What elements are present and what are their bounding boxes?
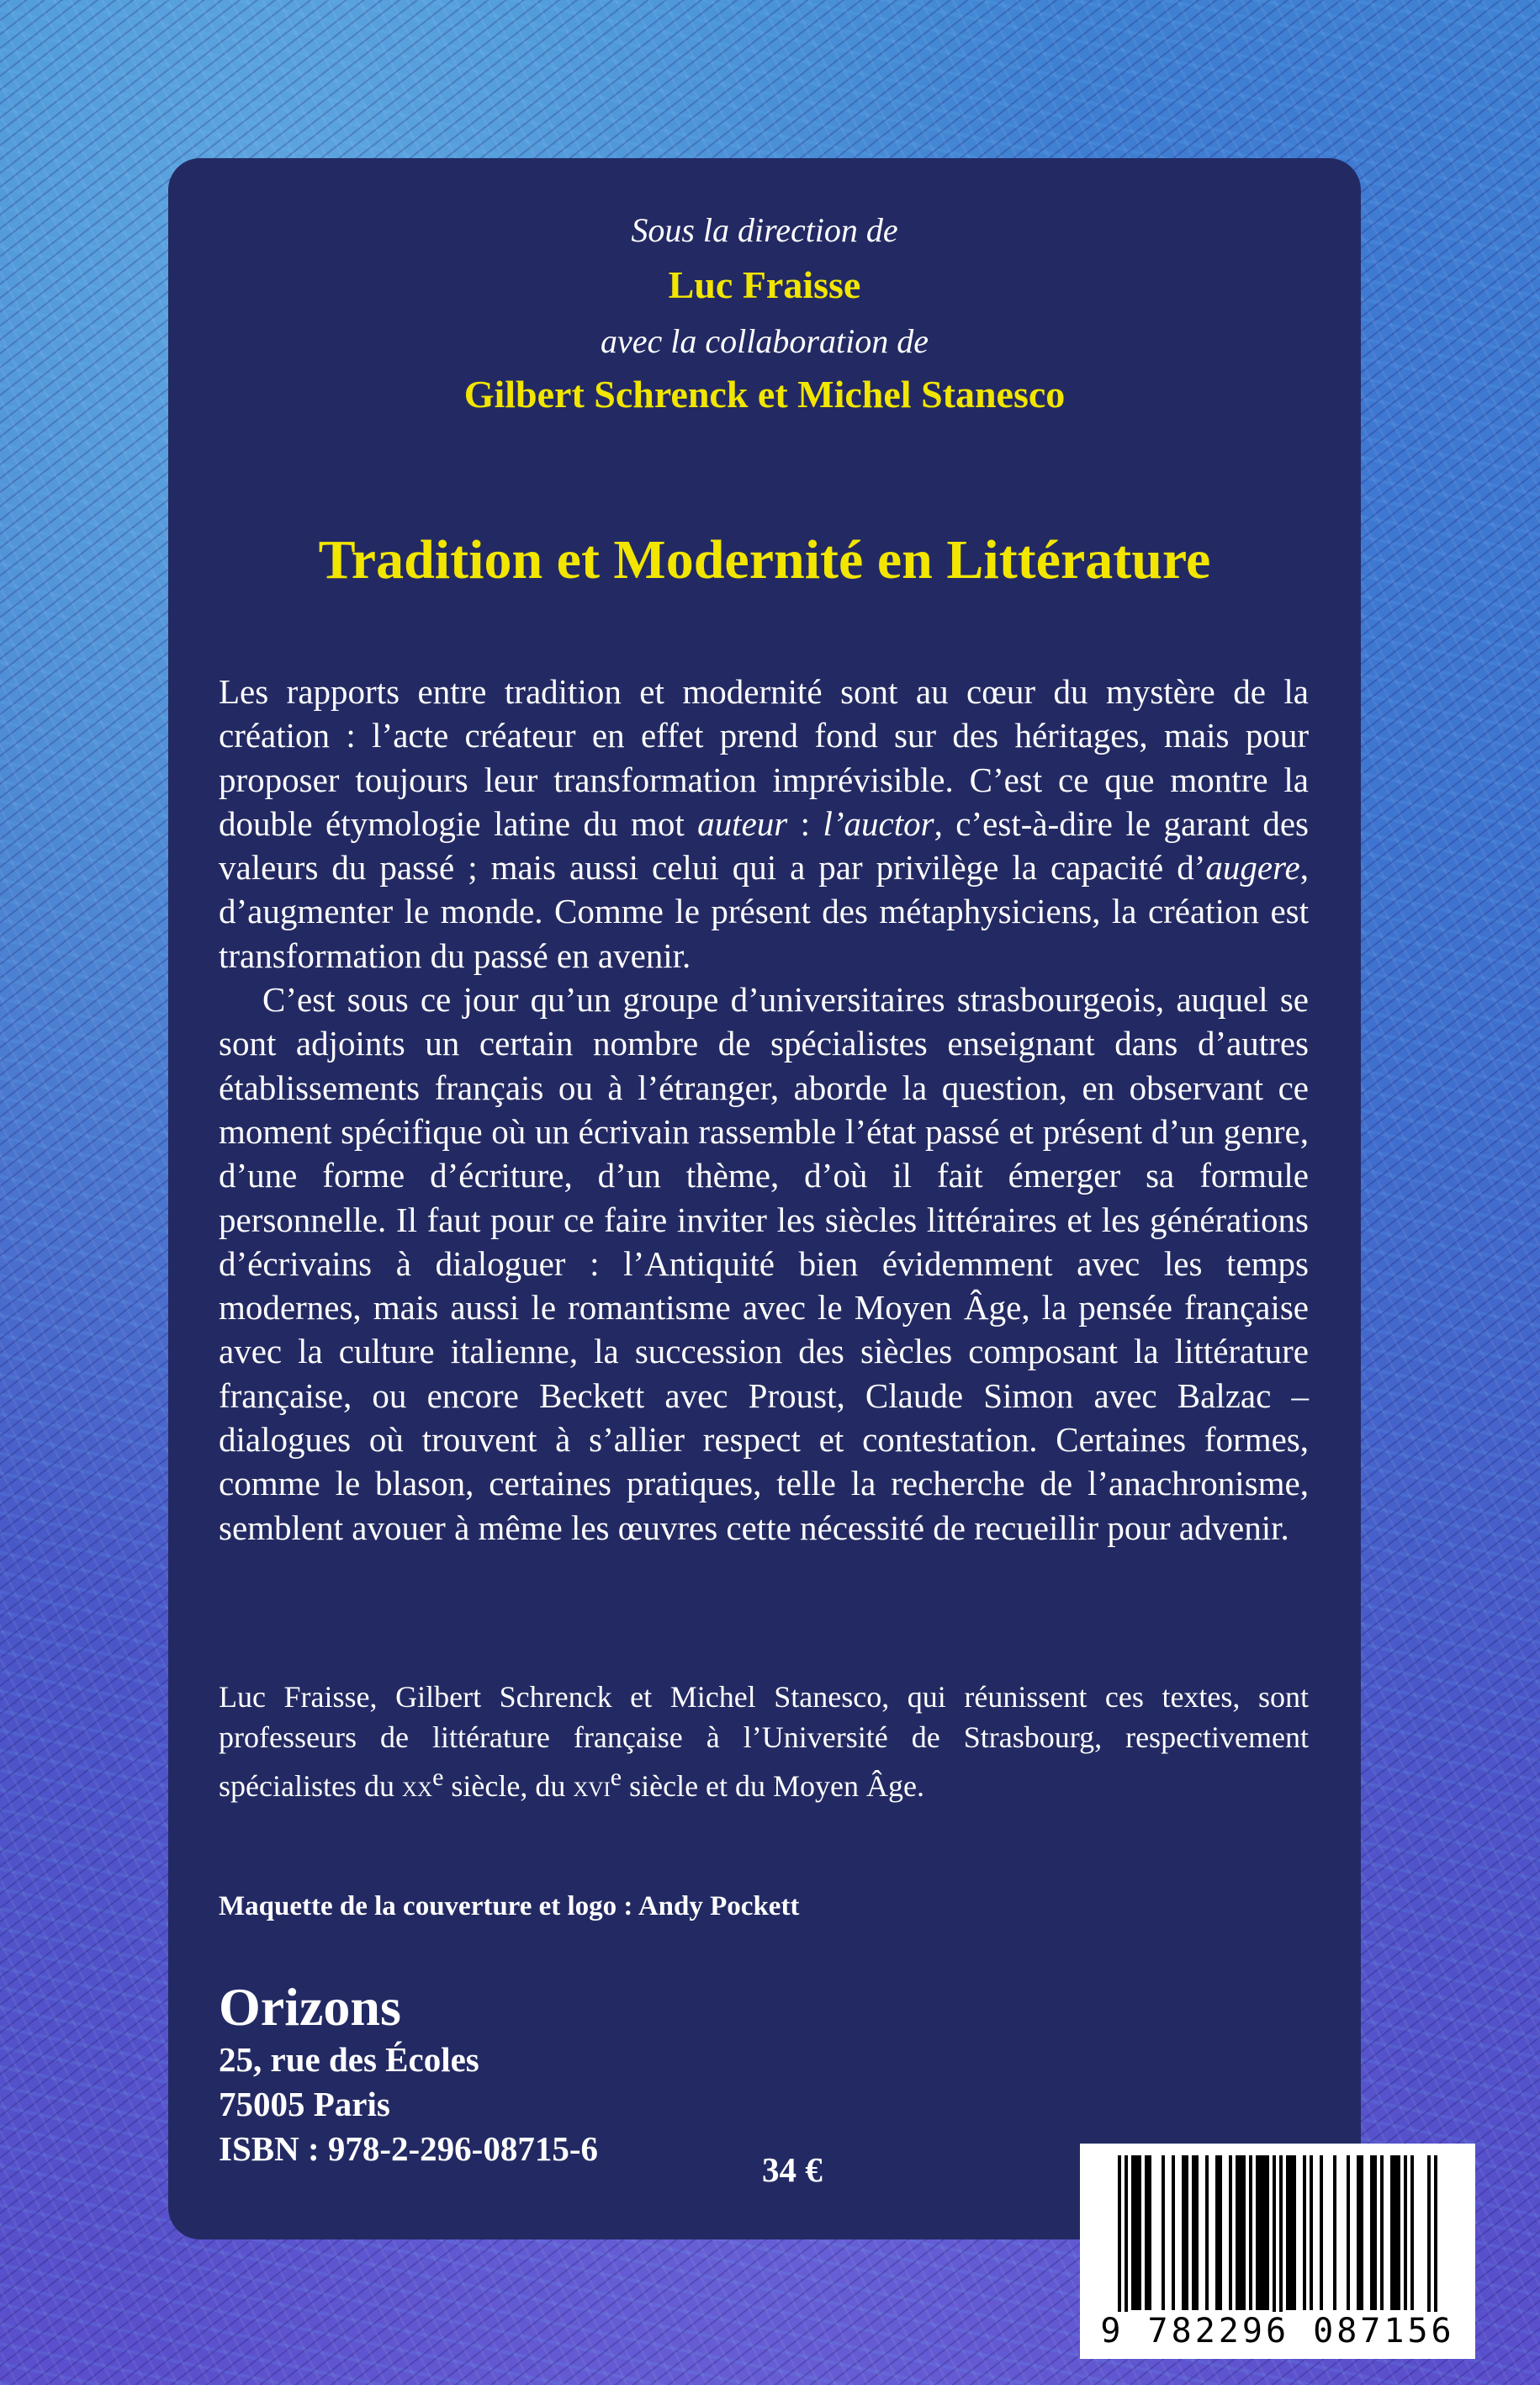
collaboration-intro: avec la collaboration de [601, 322, 929, 360]
barcode-bar [1249, 2155, 1252, 2310]
barcode-bar [1410, 2155, 1414, 2310]
barcode-bar [1380, 2155, 1384, 2310]
collaborator-names: Gilbert Schrenck et Michel Stanesco [463, 373, 1066, 416]
barcode-bar [1394, 2155, 1397, 2310]
cover-credits: Maquette de la couverture et logo : Andy Pockett [219, 1891, 800, 1921]
barcode-bar [1162, 2155, 1165, 2310]
barcode-bar [1172, 2155, 1175, 2310]
barcode-bar [1434, 2155, 1437, 2320]
barcode-bar [1125, 2155, 1128, 2320]
publisher-name: Orizons [219, 1977, 401, 2037]
barcode-bar [1286, 2155, 1289, 2310]
barcode-bar [1219, 2155, 1222, 2310]
barcode-bar [1138, 2155, 1141, 2310]
summary-paragraph-2: C’est sous ce jour qu’un groupe d’universitaires strasbourgeois, auquel se sont adjoints un certain nombre de spécialistes enseignant dans d’autres établissements français ou à l’étranger, aborde la question, en observant ce moment spécifique où un écrivain rassemble l’état passé et présent d’un genre, d’une forme d’écriture, d’un thème, d’où il fait émerger sa formule personnelle. Il faut pour ce faire inviter les siècles littéraires et les générations d’écrivains à dialoguer : l’Antiquité bien évidemment avec les temps modernes, mais aussi le romantisme avec le Moyen Âge, la pensée française avec la culture italienne, la succession des siècles composant la littérature française, ou encore Beckett avec Proust, Claude Simon avec Balzac – dialogues où trouvent à s’allier respect et contestation. Certaines formes, comme le blason, certaines pratiques, telle la recherche de l’anachronisme, semblent avouer à même les œuvres cette nécessité de recueillir pour advenir. [219, 980, 1309, 1547]
barcode [1080, 2144, 1475, 2359]
barcode-bar [1205, 2155, 1209, 2310]
editor-name: Luc Fraisse [668, 263, 861, 306]
book-title: Tradition et Modernité en Littérature [318, 529, 1211, 591]
publisher-block [219, 1977, 598, 2171]
barcode-bar [1427, 2155, 1431, 2320]
barcode-bar [1333, 2155, 1336, 2310]
barcode-bar [1229, 2155, 1232, 2310]
barcode-bar [1347, 2155, 1350, 2310]
isbn: ISBN : 978-2-296-08715-6 [219, 2129, 598, 2168]
barcode-bar [1182, 2155, 1185, 2310]
barcode-bar [1404, 2155, 1407, 2310]
barcode-bar [1266, 2155, 1269, 2310]
barcode-bar [1118, 2155, 1121, 2320]
barcode-bar [1135, 2155, 1138, 2310]
barcode-bar [1303, 2155, 1306, 2310]
price: 34 € [762, 2150, 823, 2189]
barcode-bar [1390, 2155, 1394, 2310]
barcode-bar [1373, 2155, 1377, 2310]
summary-text [219, 670, 1309, 1550]
barcode-bar [1273, 2155, 1276, 2320]
summary-paragraph-1: Les rapports entre tradition et modernité sont au cœur du mystère de la création : l’acte créateur en effet prend fond sur des héritages, mais pour proposer toujours leur transformation imprévisible. C’est ce que montre la double étymologie latine du mot auteur : l’auctor, c’est-à-dire le garant des valeurs du passé ; mais aussi celui qui a par privilège la capacité d’augere, d’augmenter le monde. Comme le présent des métaphysiciens, la création est transformation du passé en avenir. [219, 672, 1309, 975]
publisher-street: 25, rue des Écoles [219, 2040, 479, 2079]
barcode-bar [1357, 2155, 1360, 2310]
barcode-bar [1239, 2155, 1242, 2310]
authors-bio: Luc Fraisse, Gilbert Schrenck et Michel Stanesco, qui réunissent ces textes, sont professeurs de littérature française à l’Université de Strasbourg, respectivement spécialistes du $xx^e$ siècle, du xvi$^e$ siècle et du Moyen Âge. [219, 1680, 1309, 1803]
barcode-bar [1145, 2155, 1148, 2310]
barcode-bar [1279, 2155, 1283, 2320]
text-panel [168, 158, 1455, 2351]
barcode-bar [1262, 2155, 1266, 2310]
barcode-bar [1320, 2155, 1323, 2310]
barcode-bar [1310, 2155, 1313, 2310]
barcode-bar [1131, 2155, 1135, 2310]
barcode-bar [1259, 2155, 1262, 2310]
barcode-bar [1289, 2155, 1293, 2310]
barcode-bar [1370, 2155, 1373, 2310]
barcode-bar [1397, 2155, 1400, 2310]
barcode-bar [1360, 2155, 1363, 2310]
barcode-bar [1256, 2155, 1259, 2310]
barcode-bar [1242, 2155, 1246, 2310]
barcode-bar [1148, 2155, 1151, 2310]
publisher-city: 75005 Paris [219, 2085, 390, 2123]
barcode-bar [1185, 2155, 1188, 2310]
barcode-bar [1195, 2155, 1199, 2310]
barcode-digits: 9 782296 087156 [1090, 2312, 1465, 2351]
barcode-bar [1293, 2155, 1296, 2310]
direction-intro: Sous la direction de [631, 211, 898, 249]
barcode-bar [1236, 2155, 1239, 2310]
barcode-bar [1215, 2155, 1219, 2310]
barcode-bar [1192, 2155, 1195, 2310]
